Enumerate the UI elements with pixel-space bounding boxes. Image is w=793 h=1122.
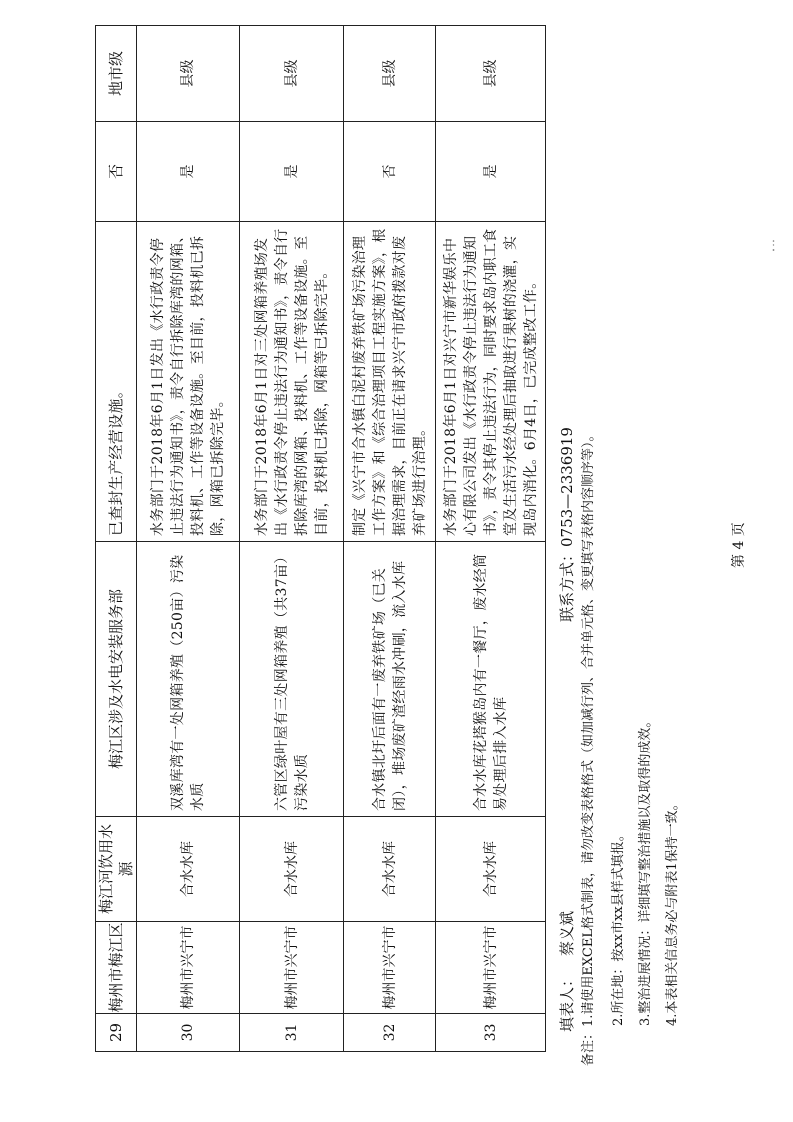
cell-no: 32: [344, 1014, 436, 1052]
table-row: [240, 26, 344, 1052]
cell-measure: 水务部门于2018年6月1日对兴宁市新华娱乐中心有限公司发出《水行政责令停止违法行为通知书》，责令其停止违法行为，同时要求岛内职工食堂及生活污水经处理后抽取进行果树的浇灌，实现岛内消化。6月4日，已完成整改工作。: [436, 222, 546, 542]
cell-county: 梅州市兴宁市: [344, 922, 436, 1014]
note-4: 4.本表相关信息务必与附表1保持一致。: [665, 797, 680, 1026]
cell-problem: 梅江区涉及水电安装服务部: [96, 542, 137, 817]
cell-measure: 制定《兴宁市合水镇白泥村废弃铁矿场污染治理工作方案》和《综合治理项目工程实施方案》，根据治理需求，目前正在请求兴宁市政府拨款对废弃矿场进行治理。: [344, 222, 436, 542]
cell-level: 县级: [344, 26, 436, 122]
cell-no: 31: [240, 1014, 344, 1052]
cell-no: 33: [436, 1014, 546, 1052]
cell-source: 合水水库: [344, 817, 436, 922]
filler-name: 蔡义斌: [558, 910, 576, 956]
cell-level: 县级: [240, 26, 344, 122]
rectification-table: [95, 25, 546, 1052]
cell-problem: 合水镇北圩后面有一废弃铁矿场（已关闭），堆场废矿渣经雨水冲刷，流入水库: [344, 542, 436, 817]
table-row: [137, 26, 240, 1052]
cell-county: 梅州市兴宁市: [436, 922, 546, 1014]
contact-info: 联系方式：0753—2336919: [558, 427, 576, 622]
cell-source: 合水水库: [436, 817, 546, 922]
cell-measure: 水务部门于2018年6月1日对三处网箱养殖场发出《水行政责令停止违法行为通知书》，责令自行拆除库湾的网箱、投料机、工作等设备设施。至目前，投料机已拆除，网箱等已拆除完毕。: [240, 222, 344, 542]
cell-problem: 合水水库花塔猴岛内有一餐厅，废水经简易处理后排入水库: [436, 542, 546, 817]
note-2: 2.所在地：按xx市xx县样式填报。: [611, 828, 626, 1026]
cell-measure: 已查封生产经营设施。: [96, 222, 137, 542]
scan-speck: [772, 238, 775, 252]
cell-level: 地市级: [96, 26, 137, 122]
cell-completed: 否: [344, 122, 436, 222]
cell-no: 30: [137, 1014, 240, 1052]
cell-county: 梅州市兴宁市: [137, 922, 240, 1014]
page-number: 第 4 页: [731, 522, 747, 568]
filler-label: 填表人：: [558, 971, 576, 1032]
filler-line: [556, 911, 577, 1032]
cell-source: 合水水库: [240, 817, 344, 922]
note-3: 3.整治进展情况：详细填写整治措施以及取得的成效。: [638, 714, 653, 1026]
cell-problem: 六管区绿叶屋有三处网箱养殖（共37亩）污染水质: [240, 542, 344, 817]
cell-completed: 是: [436, 122, 546, 222]
cell-level: 县级: [436, 26, 546, 122]
cell-completed: 否: [96, 122, 137, 222]
cell-county: 梅州市兴宁市: [240, 922, 344, 1014]
table-row: [96, 26, 137, 1052]
cell-county: 梅州市梅江区: [96, 922, 137, 1014]
cell-measure: 水务部门于2018年6月1日发出《水行政责令停止违法行为通知书》，责令自行拆除库湾的网箱、投料机、工作等设备设施。至目前，投料机已拆除，网箱已拆除完毕。: [137, 222, 240, 542]
table-row: [436, 26, 546, 1052]
table-row: [344, 26, 436, 1052]
cell-level: 县级: [137, 26, 240, 122]
cell-source: 梅江河饮用水源: [96, 817, 137, 922]
cell-no: 29: [96, 1014, 137, 1052]
cell-completed: 是: [240, 122, 344, 222]
note-1: 备注：1.请使用EXCEL格式制表，请勿改变表格格式（如加减行列、合并单元格、变更填写表格内容顺序等）。: [581, 428, 596, 1066]
cell-source: 合水水库: [137, 817, 240, 922]
cell-problem: 双溪库湾有一处网箱养殖（250亩）污染水质: [137, 542, 240, 817]
cell-completed: 是: [137, 122, 240, 222]
